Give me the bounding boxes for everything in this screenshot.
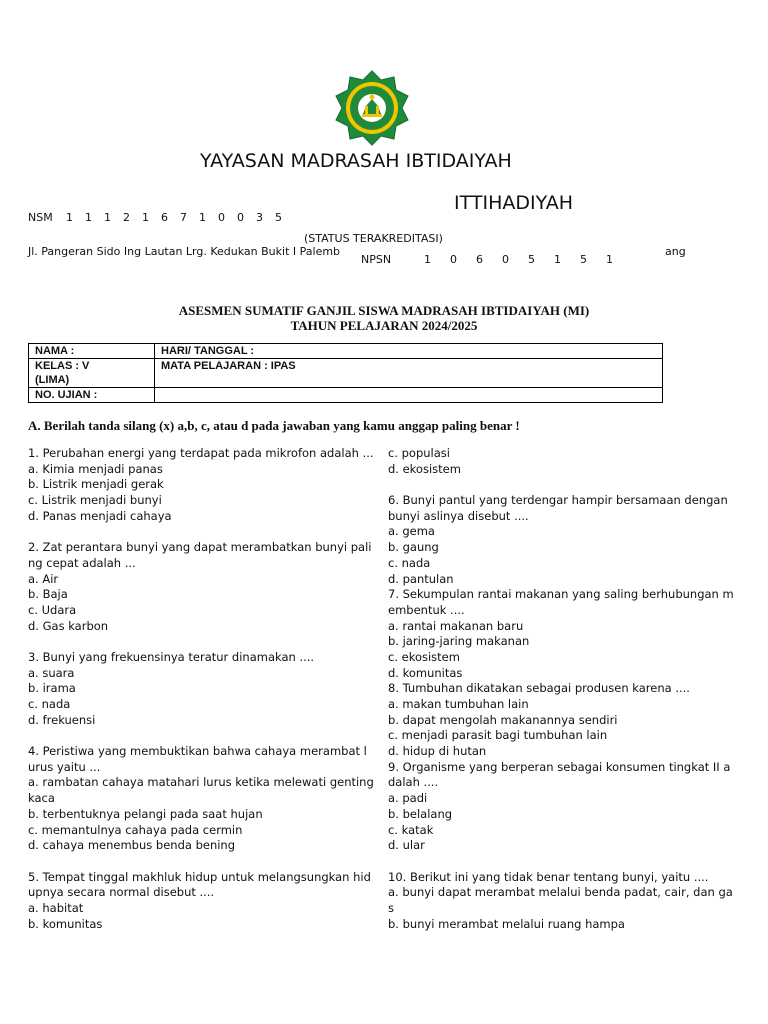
question-spacer (28, 634, 374, 650)
question-line: d. frekuensi (28, 712, 96, 727)
question-spacer (388, 854, 734, 870)
question-line: c. Listrik menjadi bunyi (28, 493, 162, 508)
question-line: 3. Bunyi yang frekuensinya teratur dinamakan .... (28, 649, 315, 664)
exam-title-line1: ASESMEN SUMATIF GANJIL SISWA MADRASAH IBTIDAIYAH (MI) (178, 303, 590, 318)
question-line: 4. Peristiwa yang membuktikan bahwa cahaya merambat l (28, 744, 367, 759)
question-line: a. bunyi dapat merambat melalui benda padat, cair, dan ga (388, 885, 733, 900)
question-line: b. jaring-jaring makanan (388, 634, 530, 649)
question-line: b. gaung (388, 540, 439, 555)
question-line: urus yaitu ... (28, 759, 101, 774)
question-line: d. ekosistem (388, 461, 461, 476)
school-title-line1: YAYASAN MADRASAH IBTIDAIYAH (200, 150, 512, 172)
question-line: d. hidup di hutan (388, 744, 487, 759)
question-line: 10. Berikut ini yang tidak benar tentang bunyi, yaitu .... (388, 869, 709, 884)
question-line: a. padi (388, 791, 428, 806)
no-ujian-field[interactable]: NO. UJIAN : (29, 388, 155, 403)
question-line: upnya secara normal disebut .... (28, 885, 215, 900)
npsn-label: NPSN (361, 253, 392, 266)
question-line: b. bunyi merambat melalui ruang hampa (388, 916, 625, 931)
question-line: a. Air (28, 571, 59, 586)
student-identity-table (28, 343, 663, 403)
question-line: b. Baja (28, 587, 68, 602)
question-line: bunyi aslinya disebut .... (388, 508, 529, 523)
question-line: a. rambatan cahaya matahari lurus ketika melewati genting (28, 775, 374, 790)
question-spacer (28, 524, 374, 540)
no-ujian-value[interactable] (155, 388, 663, 403)
question-line: a. habitat (28, 900, 84, 915)
question-line: c. populasi (388, 446, 450, 460)
question-line: c. nada (28, 697, 71, 711)
kelas-field[interactable]: KELAS : V (LIMA) (29, 359, 155, 388)
question-line: c. memantulnya cahaya pada cermin (28, 822, 243, 837)
question-line: d. ular (388, 838, 425, 853)
question-spacer (388, 477, 734, 493)
question-line: a. makan tumbuhan lain (388, 697, 529, 711)
school-address: Jl. Pangeran Sido Ing Lautan Lrg. Kedukan Bukit I Palemb (28, 245, 341, 258)
question-line: c. nada (388, 555, 431, 570)
section-a-instruction: A. Berilah tanda silang (x) a,b, c, atau d pada jawaban yang kamu anggap paling benar ! (28, 418, 520, 433)
nsm-number: 1 1 1 2 1 6 7 1 0 0 3 5 (66, 211, 282, 224)
question-line: b. Listrik menjadi gerak (28, 477, 164, 492)
question-line: 6. Bunyi pantul yang terdengar hampir bersamaan dengan (388, 493, 728, 508)
question-line: 7. Sekumpulan rantai makanan yang saling berhubungan m (388, 587, 734, 602)
question-line: s (388, 900, 394, 915)
mata-pelajaran-field: MATA PELAJARAN : IPAS (155, 359, 663, 388)
question-line: c. Udara (28, 602, 77, 617)
question-line: a. rantai makanan baru (388, 618, 524, 633)
npsn-number: 1 0 6 0 5 1 5 1 (424, 253, 613, 266)
question-line: d. pantulan (388, 571, 454, 586)
question-spacer (28, 854, 374, 870)
question-line: a. Kimia menjadi panas (28, 461, 163, 476)
question-line: 2. Zat perantara bunyi yang dapat merambatkan bunyi pali (28, 540, 372, 555)
question-line: d. Panas menjadi cahaya (28, 508, 172, 523)
question-line: ng cepat adalah ... (28, 555, 136, 570)
nama-field[interactable]: NAMA : (29, 344, 155, 359)
questions-left-column (28, 446, 374, 932)
question-line: c. katak (388, 822, 434, 837)
questions-right-column (388, 446, 734, 932)
exam-title-line2: TAHUN PELAJARAN 2024/2025 (290, 318, 478, 333)
question-line: a. gema (388, 524, 435, 539)
address-tail: ang (665, 245, 686, 258)
question-line: a. suara (28, 665, 75, 680)
question-line: 1. Perubahan energi yang terdapat pada mikrofon adalah ... (28, 446, 374, 460)
question-line: b. belalang (388, 806, 453, 821)
school-title-line2: ITTIHADIYAH (454, 192, 574, 214)
question-line: kaca (28, 791, 55, 806)
question-spacer (28, 728, 374, 744)
question-line: b. dapat mengolah makanannya sendiri (388, 712, 618, 727)
question-line: 8. Tumbuhan dikatakan sebagai produsen karena .... (388, 681, 690, 696)
hari-tanggal-field[interactable]: HARI/ TANGGAL : (155, 344, 663, 359)
question-line: embentuk .... (388, 602, 465, 617)
madrasah-logo-icon (322, 70, 422, 146)
question-line: 9. Organisme yang berperan sebagai konsumen tingkat II a (388, 759, 731, 774)
question-line: dalah .... (388, 775, 439, 790)
question-line: 5. Tempat tinggal makhluk hidup untuk melangsungkan hid (28, 869, 371, 884)
accreditation-status: (STATUS TERAKREDITASI) (304, 232, 443, 245)
question-line: d. komunitas (388, 665, 463, 680)
question-line: b. irama (28, 681, 76, 696)
question-line: d. cahaya menembus benda bening (28, 838, 236, 853)
question-line: c. ekosistem (388, 649, 460, 664)
question-line: b. terbentuknya pelangi pada saat hujan (28, 806, 263, 821)
nsm-label: NSM (28, 211, 53, 224)
question-line: b. komunitas (28, 916, 103, 931)
question-line: c. menjadi parasit bagi tumbuhan lain (388, 728, 608, 743)
question-line: d. Gas karbon (28, 618, 109, 633)
